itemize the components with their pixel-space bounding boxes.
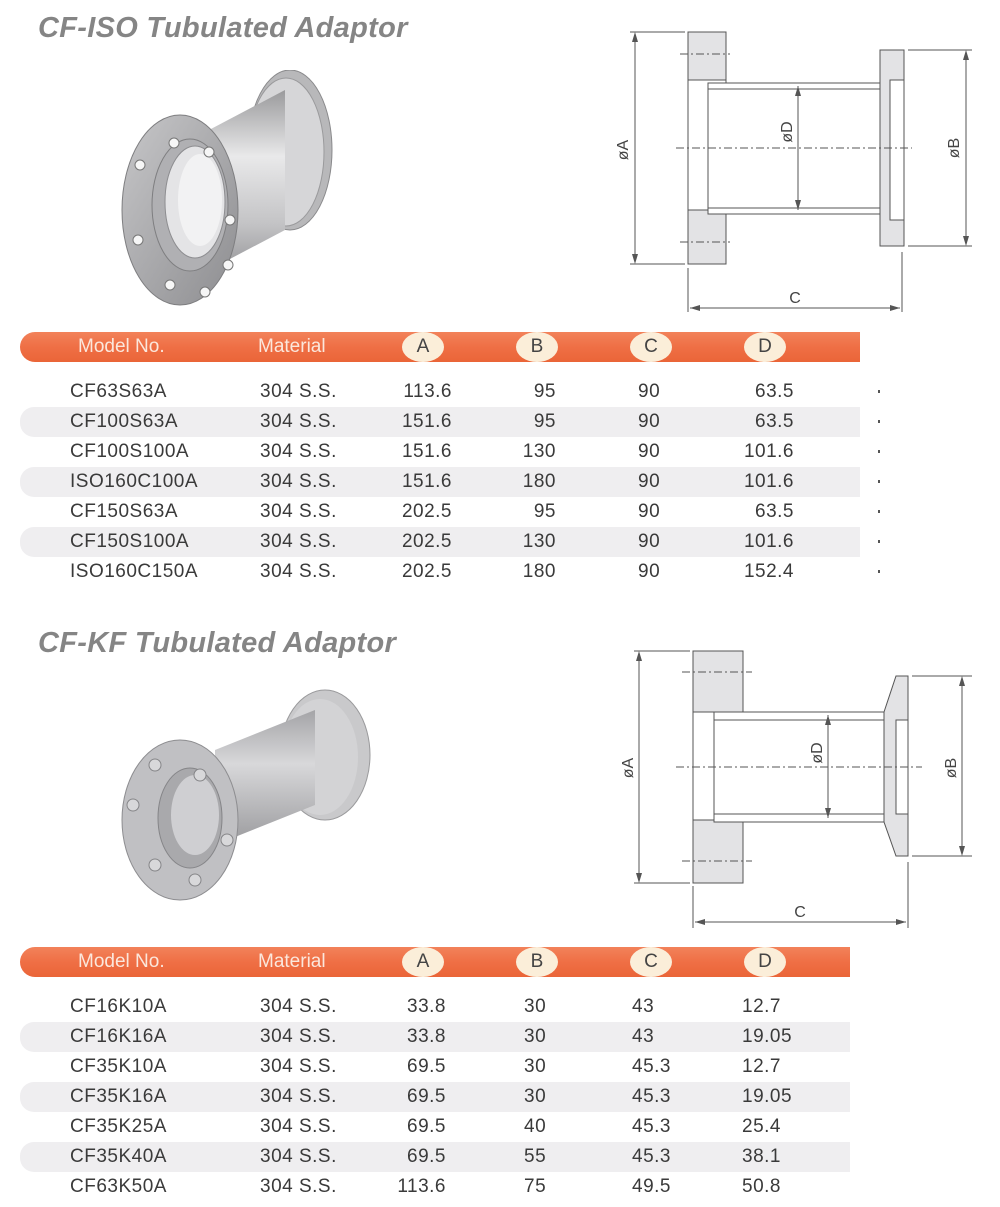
table-row xyxy=(20,1142,850,1172)
header-b-badge: B xyxy=(516,332,558,362)
section-title-cf-iso: CF-ISO Tubulated Adaptor xyxy=(38,12,408,44)
cell-c: 45.3 xyxy=(632,1116,671,1137)
section-title-cf-kf: CF-KF Tubulated Adaptor xyxy=(38,627,397,659)
cell-a: 151.6 xyxy=(401,411,452,432)
cell-material: 304 S.S. xyxy=(260,381,337,402)
cell-a: 69.5 xyxy=(407,1056,446,1077)
cell-a: 33.8 xyxy=(407,1026,446,1047)
table-header xyxy=(20,332,860,362)
table-row xyxy=(20,1172,850,1202)
cell-b: 30 xyxy=(524,1026,547,1047)
row-marker xyxy=(878,570,880,573)
row-marker xyxy=(878,540,880,543)
cell-material: 304 S.S. xyxy=(260,1056,337,1077)
cell-model: ISO160C150A xyxy=(70,561,199,582)
header-c-badge: C xyxy=(630,332,672,362)
cell-material: 304 S.S. xyxy=(260,411,337,432)
header-material: Material xyxy=(258,336,326,357)
cell-b: 95 xyxy=(533,501,556,522)
cell-model: CF35K40A xyxy=(70,1146,167,1167)
cell-b: 30 xyxy=(524,996,547,1017)
cell-material: 304 S.S. xyxy=(260,1026,337,1047)
cell-model: CF35K10A xyxy=(70,1056,167,1077)
cell-b: 55 xyxy=(524,1146,547,1167)
header-a-badge: A xyxy=(402,947,444,977)
cell-b: 130 xyxy=(522,531,556,552)
dim-label-b: øB xyxy=(946,137,963,159)
cell-a: 113.6 xyxy=(403,381,452,402)
cf-iso-technical-drawing xyxy=(600,20,1000,320)
cell-c: 90 xyxy=(638,471,661,492)
cf-iso-adaptor-image xyxy=(110,70,370,310)
cell-a: 69.5 xyxy=(407,1116,446,1137)
cell-b: 95 xyxy=(533,411,556,432)
cell-a: 151.6 xyxy=(401,471,452,492)
cell-c: 90 xyxy=(638,531,661,552)
table-row xyxy=(20,377,860,407)
cell-material: 304 S.S. xyxy=(260,471,337,492)
cell-c: 90 xyxy=(638,441,661,462)
cell-d: 101.6 xyxy=(743,441,794,462)
dim-label-b: øB xyxy=(943,757,960,779)
cell-c: 90 xyxy=(638,501,661,522)
cell-c: 90 xyxy=(638,411,661,432)
header-material: Material xyxy=(258,951,326,972)
cell-b: 180 xyxy=(522,561,556,582)
table-row xyxy=(20,437,860,467)
cell-c: 43 xyxy=(632,1026,655,1047)
cell-model: ISO160C100A xyxy=(70,471,199,492)
cell-d: 19.05 xyxy=(742,1026,793,1047)
dim-label-a: øA xyxy=(620,757,637,779)
cell-c: 49.5 xyxy=(632,1176,671,1197)
table-body xyxy=(20,377,860,587)
cell-a: 69.5 xyxy=(407,1086,446,1107)
cell-b: 30 xyxy=(524,1086,547,1107)
cell-a: 151.6 xyxy=(401,441,452,462)
cell-a: 113.6 xyxy=(397,1176,446,1197)
cell-model: CF150S100A xyxy=(70,531,190,552)
cell-c: 43 xyxy=(632,996,655,1017)
cell-d: 152.4 xyxy=(743,561,794,582)
header-d-badge: D xyxy=(744,332,786,362)
table-row xyxy=(20,527,860,557)
cf-kf-technical-drawing xyxy=(600,640,1000,930)
cell-model: CF100S100A xyxy=(70,441,190,462)
cell-b: 130 xyxy=(522,441,556,462)
table-row xyxy=(20,1112,850,1142)
cell-a: 69.5 xyxy=(407,1146,446,1167)
cell-b: 75 xyxy=(524,1176,547,1197)
cell-material: 304 S.S. xyxy=(260,501,337,522)
cell-c: 45.3 xyxy=(632,1086,671,1107)
header-a-badge: A xyxy=(402,332,444,362)
header-b-badge: B xyxy=(516,947,558,977)
cell-a: 202.5 xyxy=(401,531,452,552)
header-c-badge: C xyxy=(630,947,672,977)
header-d-badge: D xyxy=(744,947,786,977)
cell-material: 304 S.S. xyxy=(260,441,337,462)
table-header xyxy=(20,947,850,977)
table-body xyxy=(20,992,850,1202)
row-marker xyxy=(878,390,880,393)
cell-b: 30 xyxy=(524,1056,547,1077)
cell-model: CF63S63A xyxy=(70,381,167,402)
table-row xyxy=(20,557,860,587)
cell-model: CF16K16A xyxy=(70,1026,167,1047)
cell-model: CF63K50A xyxy=(70,1176,167,1197)
cell-b: 95 xyxy=(533,381,556,402)
table-row xyxy=(20,407,860,437)
cell-material: 304 S.S. xyxy=(260,1146,337,1167)
cell-d: 50.8 xyxy=(742,1176,781,1197)
cf-kf-spec-table xyxy=(20,947,850,1202)
cell-d: 101.6 xyxy=(743,531,794,552)
header-model: Model No. xyxy=(78,336,165,357)
row-marker xyxy=(878,480,880,483)
table-row xyxy=(20,497,860,527)
table-row xyxy=(20,467,860,497)
cell-model: CF100S63A xyxy=(70,411,179,432)
dim-label-c: C xyxy=(789,290,801,307)
cell-material: 304 S.S. xyxy=(260,561,337,582)
table-row xyxy=(20,992,850,1022)
cell-d: 63.5 xyxy=(755,411,794,432)
cell-model: CF35K25A xyxy=(70,1116,167,1137)
cell-c: 45.3 xyxy=(632,1056,671,1077)
dim-label-d: øD xyxy=(809,742,826,764)
dim-label-a: øA xyxy=(615,139,632,161)
cell-c: 45.3 xyxy=(632,1146,671,1167)
row-marker xyxy=(878,450,880,453)
dim-label-d: øD xyxy=(779,121,796,143)
cell-c: 90 xyxy=(638,381,661,402)
cell-material: 304 S.S. xyxy=(260,1086,337,1107)
cf-iso-spec-table xyxy=(20,332,860,587)
cell-c: 90 xyxy=(638,561,661,582)
cell-a: 202.5 xyxy=(401,561,452,582)
cell-d: 63.5 xyxy=(755,381,794,402)
cell-a: 202.5 xyxy=(401,501,452,522)
cell-d: 38.1 xyxy=(742,1146,781,1167)
cell-material: 304 S.S. xyxy=(260,1176,337,1197)
cell-d: 101.6 xyxy=(743,471,794,492)
cell-b: 180 xyxy=(522,471,556,492)
header-model: Model No. xyxy=(78,951,165,972)
cell-material: 304 S.S. xyxy=(260,996,337,1017)
table-row xyxy=(20,1022,850,1052)
dim-label-c: C xyxy=(794,904,806,921)
cell-model: CF150S63A xyxy=(70,501,179,522)
table-row xyxy=(20,1082,850,1112)
row-marker xyxy=(878,510,880,513)
cell-d: 63.5 xyxy=(755,501,794,522)
cell-model: CF16K10A xyxy=(70,996,167,1017)
cell-b: 40 xyxy=(524,1116,547,1137)
cell-model: CF35K16A xyxy=(70,1086,167,1107)
cell-d: 12.7 xyxy=(742,996,781,1017)
cell-a: 33.8 xyxy=(407,996,446,1017)
cell-d: 25.4 xyxy=(742,1116,781,1137)
cf-kf-adaptor-image xyxy=(115,680,385,920)
table-row xyxy=(20,1052,850,1082)
cell-d: 19.05 xyxy=(742,1086,793,1107)
cell-material: 304 S.S. xyxy=(260,531,337,552)
cell-d: 12.7 xyxy=(742,1056,781,1077)
cell-material: 304 S.S. xyxy=(260,1116,337,1137)
row-marker xyxy=(878,420,880,423)
